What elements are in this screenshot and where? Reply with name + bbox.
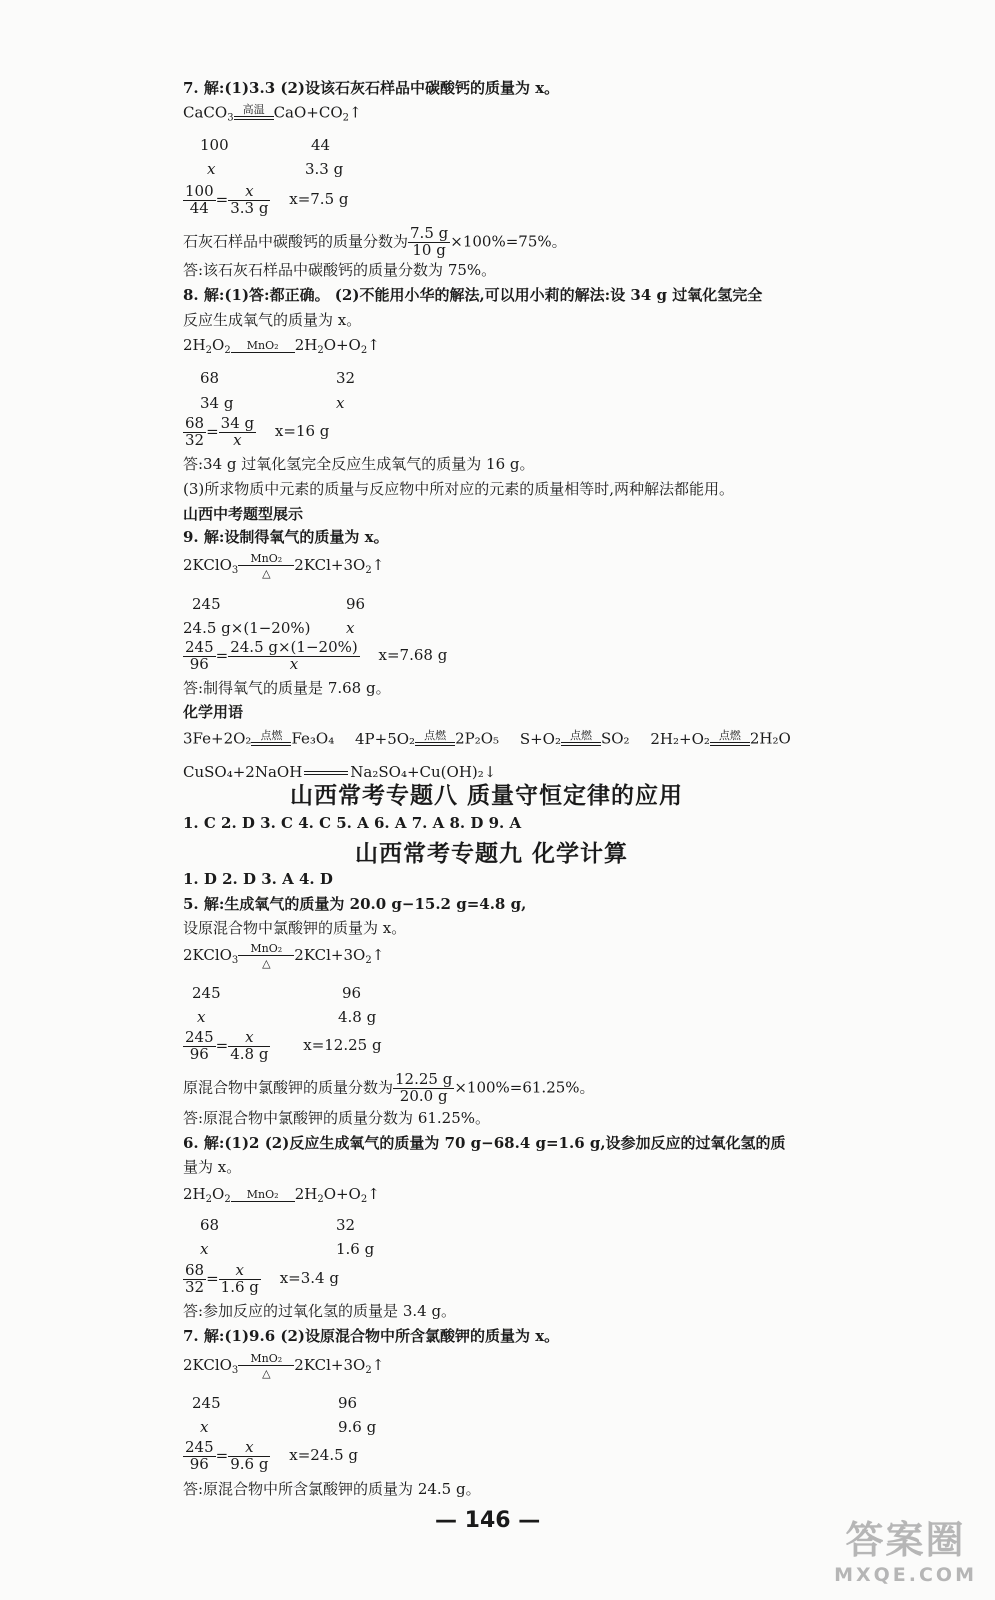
page-number: — 146 — bbox=[435, 1508, 541, 1533]
ratio-equation: $\frac{245}{96}$ = $\frac{24.5 g\times(1-20\%)}{x}$ x=7.68 g bbox=[185, 638, 448, 673]
mass-value: 96 bbox=[338, 1394, 358, 1412]
equation-h2o2: $2H_2O_2$ MnO₂ $2H_2O+O_2↑$ bbox=[183, 1185, 380, 1205]
text-line: 反应生成氧气的质量为 x。 bbox=[183, 311, 362, 329]
problem-7-line: 7. 解:(1)3.3 (2)设该石灰石样品中碳酸钙的质量为 x。 bbox=[183, 79, 560, 97]
answer-list: 1. C 2. D 3. C 4. C 5. A 6. A 7. A 8. D 9. A bbox=[183, 814, 522, 832]
equation-kclo3: 2KClO$_3$ MnO₂ △ $2KCl+3O_2↑$ bbox=[183, 1352, 385, 1380]
equation-kclo3: 2KClO$_3$ MnO₂ △ $2KCl+3O_2↑$ bbox=[183, 552, 385, 580]
ratio-equation: $\frac{68}{32}$ = $\frac{x}{1.6 g}$ x=3.4 g bbox=[185, 1261, 339, 1296]
text-line: 设原混合物中氯酸钾的质量为 x。 bbox=[183, 919, 407, 937]
mass-value: x bbox=[346, 619, 355, 637]
section-heading-9: 山西常考专题九 化学计算 bbox=[355, 841, 629, 867]
mass-value: 100 bbox=[200, 136, 229, 154]
mass-value: 1.6 g bbox=[336, 1240, 375, 1258]
ratio-equation: $\frac{68}{32}$ = $\frac{34 g}{x}$ x=16 g bbox=[185, 414, 330, 449]
equation-kclo3: 2KClO$_3$ MnO₂ △ $2KCl+3O_2↑$ bbox=[183, 942, 385, 970]
answer-line: 答:参加反应的过氧化氢的质量是 3.4 g。 bbox=[183, 1302, 457, 1320]
equation-cuso4: CuSO₄+2NaOH Na₂SO₄+Cu(OH)₂↓ bbox=[183, 763, 497, 781]
mass-value: x bbox=[336, 394, 345, 412]
answer-line: 答:原混合物中所含氯酸钾的质量为 24.5 g。 bbox=[183, 1480, 481, 1498]
mass-value: 245 bbox=[192, 984, 221, 1002]
problem-5-line: 5. 解:生成氧气的质量为 20.0 g−15.2 g=4.8 g, bbox=[183, 895, 527, 913]
watermark-text: 答案圈 bbox=[845, 1518, 966, 1562]
ratio-equation: $\frac{245}{96}$ = $\frac{x}{9.6 g}$ x=24.5 g bbox=[185, 1438, 359, 1473]
ratio-equation: $\frac{100}{44}$ = $\frac{x}{3.3 g}$ x=7.5 g bbox=[185, 182, 349, 217]
mass-value: 32 bbox=[336, 369, 356, 387]
problem-9-line: 9. 解:设制得氧气的质量为 x。 bbox=[183, 528, 389, 546]
problem-6-line: 6. 解:(1)2 (2)反应生成氧气的质量为 70 g−68.4 g=1.6 g,设参加反应的过氧化氢的质 bbox=[183, 1134, 786, 1152]
problem-7b-line: 7. 解:(1)9.6 (2)设原混合物中所含氯酸钾的质量为 x。 bbox=[183, 1327, 560, 1345]
equation-h2o2: $2H_2O_2$ MnO₂ $2H_2O+O_2↑$ bbox=[183, 336, 380, 356]
problem-8-line: 8. 解:(1)答:都正确。 (2)不能用小华的解法,可以用小莉的解法:设 34 g 过氧化氢完全 bbox=[183, 286, 763, 304]
mass-value: 44 bbox=[311, 136, 331, 154]
answer-line: 答:制得氧气的质量是 7.68 g。 bbox=[183, 679, 391, 697]
watermark-url: MXQE.COM bbox=[834, 1564, 977, 1586]
mass-value: 4.8 g bbox=[338, 1008, 377, 1026]
mass-value: 32 bbox=[336, 1216, 356, 1234]
percentage-line: 石灰石样品中碳酸钙的质量分数为 $\frac{7.5 g}{10 g}$ ×100%=75%。 bbox=[183, 224, 567, 259]
answer-list: 1. D 2. D 3. A 4. D bbox=[183, 870, 333, 888]
answer-line: 答:原混合物中氯酸钾的质量分数为 61.25%。 bbox=[183, 1109, 491, 1127]
mass-value: 9.6 g bbox=[338, 1418, 377, 1436]
percentage-line: 原混合物中氯酸钾的质量分数为 $\frac{12.25 g}{20.0 g}$ ×100%=61.25%。 bbox=[183, 1070, 595, 1105]
equation-caco3: CaCO$_3$ 高温 $CaO+CO_2↑$ bbox=[183, 103, 362, 124]
mass-value: x bbox=[207, 160, 216, 178]
mass-value: x bbox=[200, 1418, 209, 1436]
mass-value: 34 g bbox=[200, 394, 234, 412]
text-line: (3)所求物质中元素的质量与反应物中所对应的元素的质量相等时,两种解法都能用。 bbox=[183, 480, 735, 498]
section-label: 化学用语 bbox=[183, 703, 244, 721]
text-line: 量为 x。 bbox=[183, 1158, 242, 1176]
mass-value: 24.5 g×(1−20%) bbox=[183, 619, 311, 637]
mass-value: 68 bbox=[200, 1216, 220, 1234]
section-label: 山西中考题型展示 bbox=[183, 505, 304, 523]
mass-value: x bbox=[200, 1240, 209, 1258]
mass-value: 96 bbox=[342, 984, 362, 1002]
mass-value: 245 bbox=[192, 1394, 221, 1412]
mass-value: 68 bbox=[200, 369, 220, 387]
equation-row: 3Fe+2O₂ 点燃 Fe₃O₄ 4P+5O₂ 点燃 2P₂O₅ S+O₂ 点燃 SO₂ 2H₂+O₂ 点燃 2H₂O bbox=[183, 729, 791, 748]
answer-line: 答:34 g 过氧化氢完全反应生成氧气的质量为 16 g。 bbox=[183, 455, 535, 473]
mass-value: 245 bbox=[192, 595, 221, 613]
mass-value: 3.3 g bbox=[305, 160, 344, 178]
answer-line: 答:该石灰石样品中碳酸钙的质量分数为 75%。 bbox=[183, 261, 497, 279]
mass-value: 96 bbox=[346, 595, 366, 613]
watermark-logo bbox=[834, 1509, 977, 1586]
ratio-equation: $\frac{245}{96}$ = $\frac{x}{4.8 g}$ x=12.25 g bbox=[185, 1028, 382, 1063]
section-heading-8: 山西常考专题八 质量守恒定律的应用 bbox=[290, 783, 684, 809]
mass-value: x bbox=[197, 1008, 206, 1026]
